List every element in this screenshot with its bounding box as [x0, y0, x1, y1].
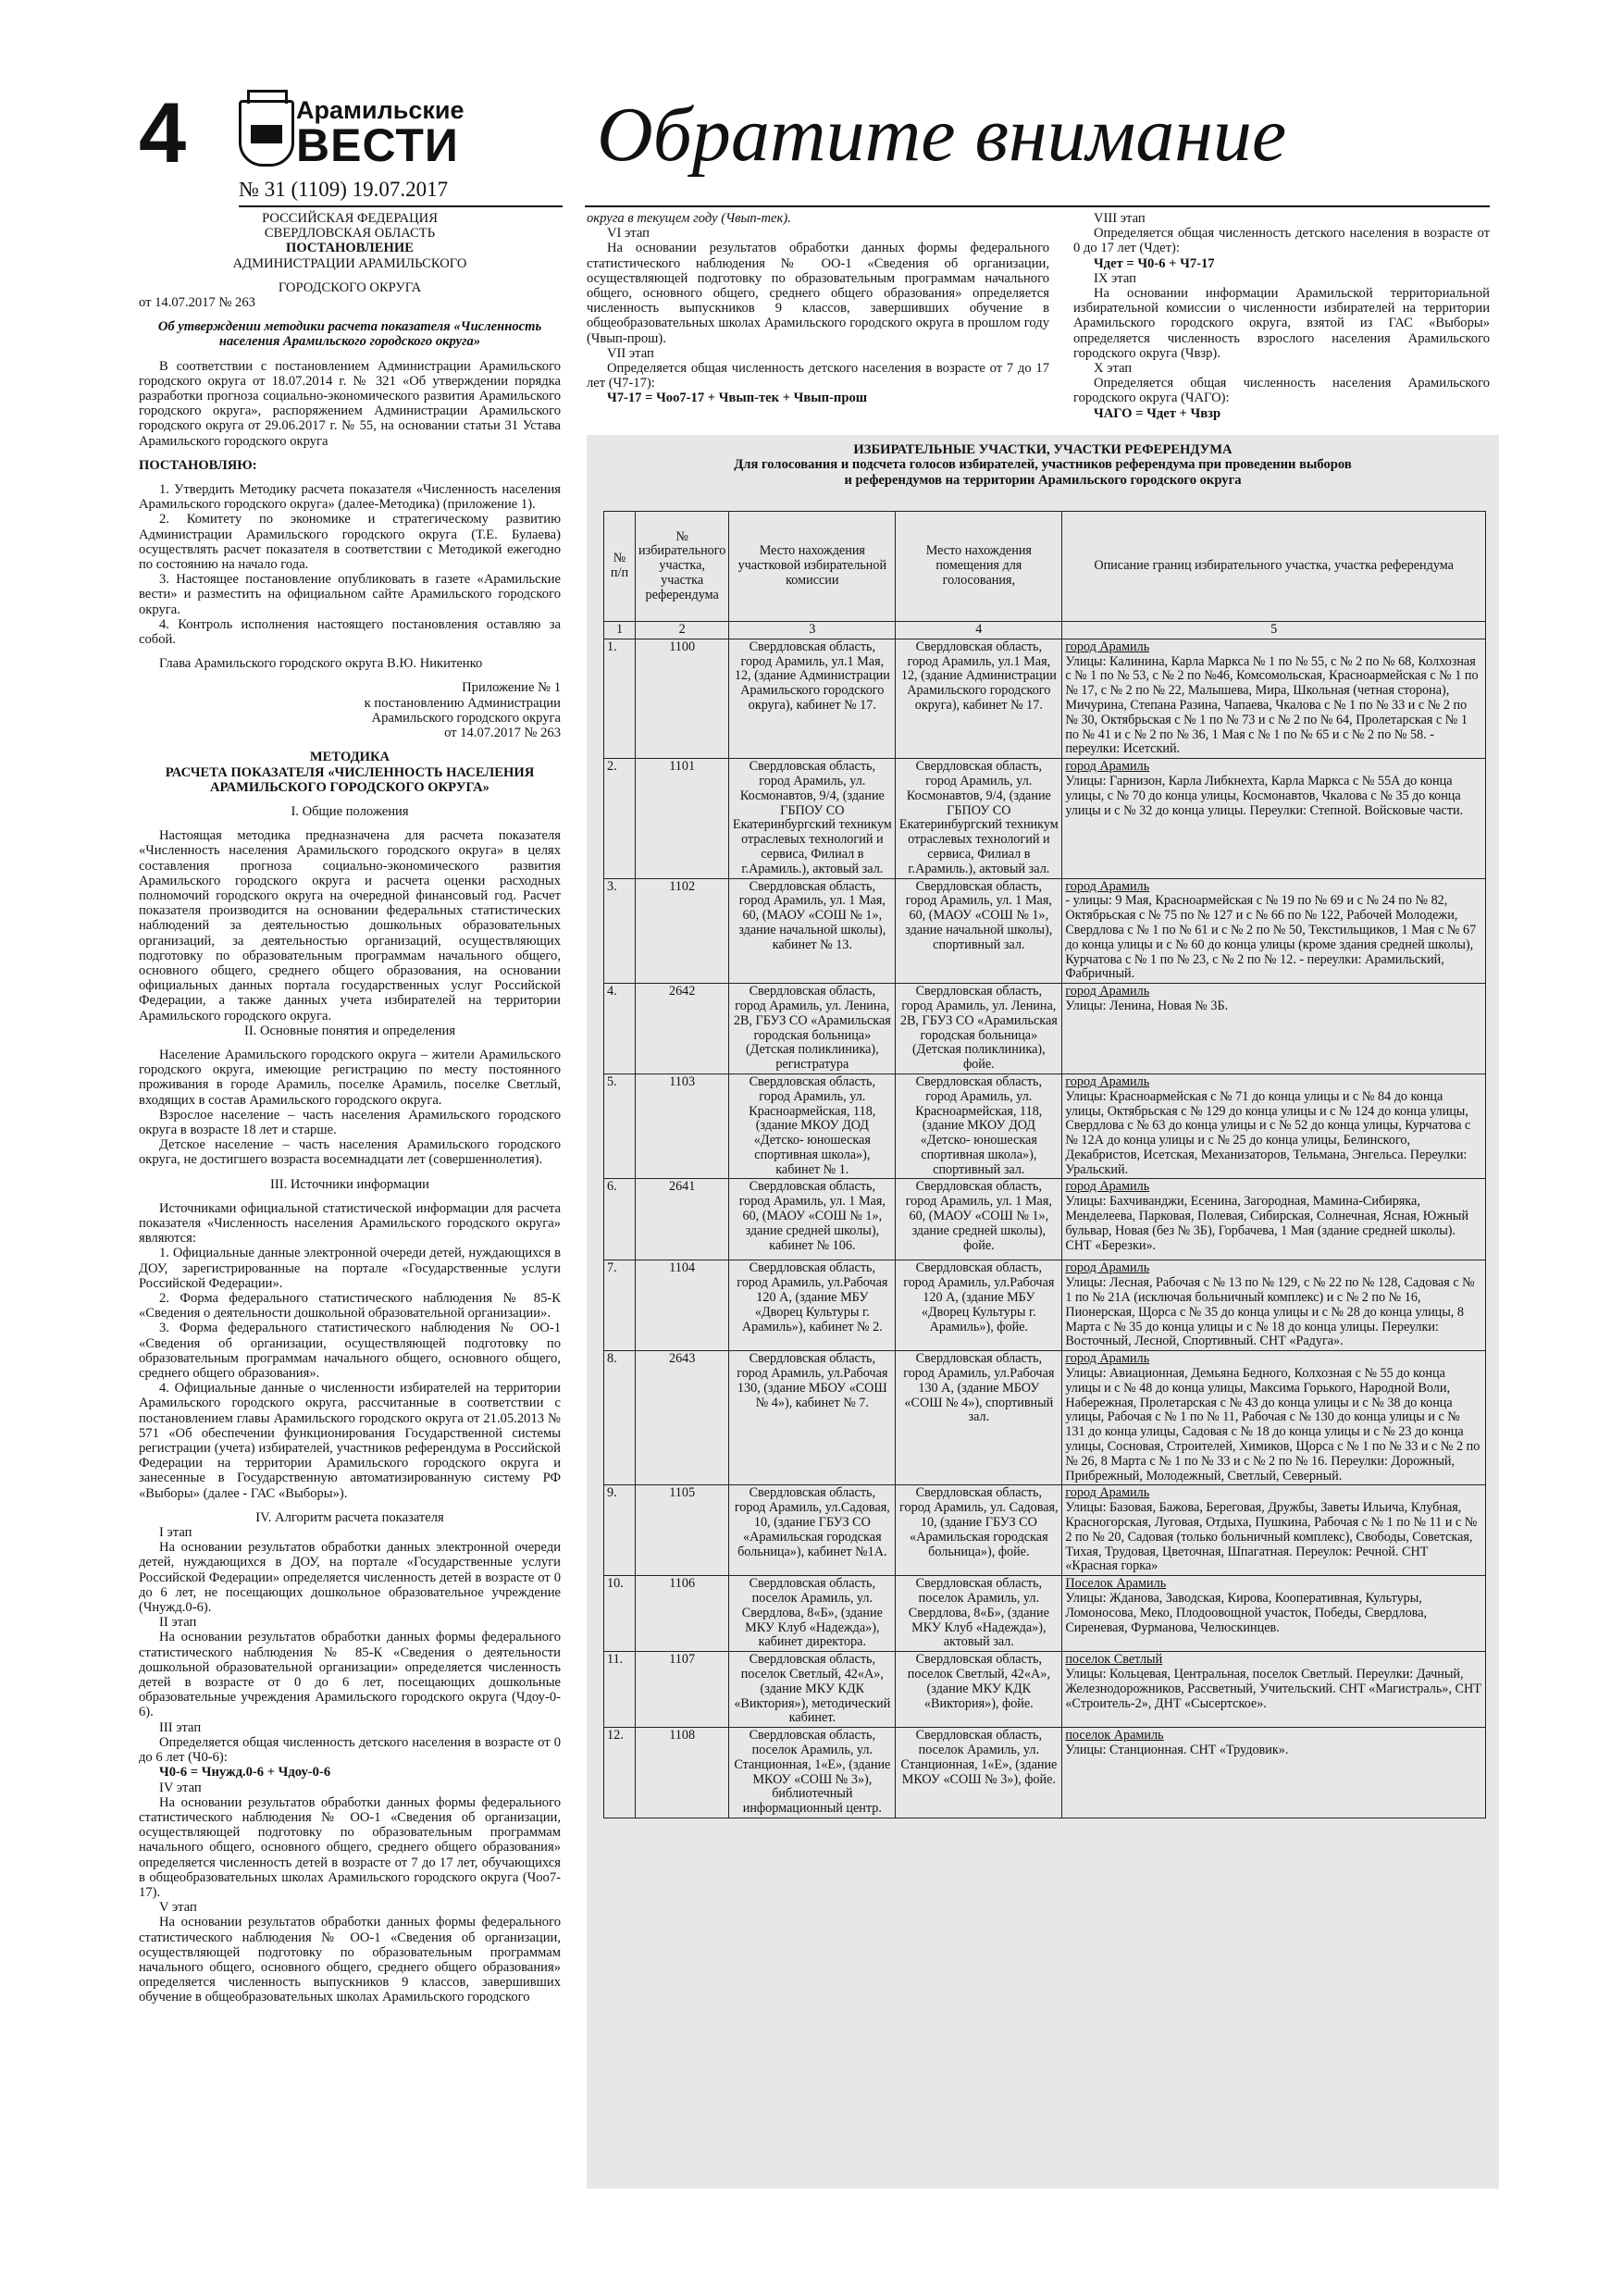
paragraph: 2. Форма федерального статистического наблюдения № 85-К «Сведения о деятельности дошкольной образовательной организации».: [139, 1291, 561, 1322]
settlement-name: город Арамиль: [1065, 1074, 1150, 1089]
stage-label: II этап: [159, 1615, 197, 1631]
row-number: 12.: [604, 1728, 636, 1818]
commission-location: Свердловская область, город Арамиль, ул.Садовая, 10, (здание ГБУЗ СО «Арамильская городская больница»), кабинет №1А.: [729, 1485, 896, 1576]
commission-location: Свердловская область, город Арамиль, ул.Рабочая 120 А, (здание МБУ «Дворец Культуры г. Арамиль»), кабинет № 2.: [729, 1260, 896, 1351]
paragraph: 4. Официальные данные о численности избирателей на территории Арамильского городского округа, рассчитанные в соответствии с постановлением главы Арамильского городского округа от 21.05.2013 № 571 «Об обеспечении функционирования Государственной системы регистрации (учета) избирателей, участников референдума в Российской Федерации на территории Арамильского городского округа и занесенные в Государственную автоматизированную систему РФ «Выборы» (далее - ГАС «Выборы»).: [139, 1381, 561, 1501]
row-number: 11.: [604, 1652, 636, 1728]
commission-location: Свердловская область, поселок Арамиль, ул. Свердлова, 8«Б», (здание МКУ Клуб «Надежда»), кабинет директора.: [729, 1576, 896, 1652]
voting-room-location: Свердловская область, город Арамиль, ул.Рабочая 120 А, (здание МБУ «Дворец Культуры г. Арамиль»), фойе.: [896, 1260, 1062, 1351]
appendix-line: от 14.07.2017 № 263: [444, 726, 561, 741]
logo-main-text: ВЕСТИ: [296, 119, 459, 171]
issue-info: № 31 (1109) 19.07.2017: [239, 178, 449, 201]
stage-label: X этап: [1094, 361, 1133, 377]
column-header: Описание границ избирательного участка, участка референдума: [1062, 512, 1486, 622]
settlement-name: поселок Светлый: [1065, 1652, 1163, 1668]
paragraph: Население Арамильского городского округа – жители Арамильского городского округа, имеющие регистрацию по месту постоянного проживания в городе Арамиль, поселке Арамиль, поселке Светлый, входящих в состав Арамильского городского округа.: [139, 1047, 561, 1108]
station-number: 1100: [636, 639, 729, 758]
paragraph: Определяется общая численность детского населения в возрасте от 7 до 17 лет (Ч7-17):: [587, 361, 1049, 391]
voting-room-location: Свердловская область, город Арамиль, ул. Садовая, 10, (здание ГБУЗ СО «Арамильская городская больница»), фойе.: [896, 1485, 1062, 1576]
station-boundaries: [1062, 1179, 1486, 1260]
decree-date: от 14.07.2017 № 263: [139, 295, 255, 311]
decree-header-line: РОССИЙСКАЯ ФЕДЕРАЦИЯ: [262, 211, 438, 226]
formula: Ч7-17 = Чоо7-17 + Чвып-тек + Чвып-прош: [607, 391, 868, 406]
paragraph: Детское население – часть населения Арамильского городского округа, не достигшего возраста восемнадцати лет (совершеннолетия).: [139, 1137, 561, 1168]
page-header: [139, 86, 1490, 201]
decree-header-line: ПОСТАНОВЛЕНИЕ: [286, 241, 414, 256]
station-boundaries: [1062, 639, 1486, 758]
station-number: 1108: [636, 1728, 729, 1818]
section-heading: I. Общие положения: [291, 803, 409, 819]
boundaries-description: Улицы: Калинина, Карла Маркса № 1 по № 55, с № 2 по № 68, Колхозная с № 1 по № 53, с № 2 по №46, Комсомольская, Красноармейская с № 1 по № 17, с № 2 по № 22, Малышева, Мира, Школьная (четная сторона), Мичурина, Степана Разина, Чапаева, Чкалова с № 1 по № 33 и с № 2 по № 30, Октябрьская с № 1 по № 73 и с № 2 по № 64, Пролетарская с № 1 по № 41 и с № 2 по № 36, 1 Мая с № 1 по № 65 и с № 2 по № 58. - переулки: Исетский.: [1065, 653, 1479, 757]
table-colnum-row: [604, 622, 1486, 639]
decree-header-line: СВЕРДЛОВСКАЯ ОБЛАСТЬ: [264, 226, 436, 242]
row-number: 9.: [604, 1485, 636, 1576]
newspaper-logo: [239, 94, 470, 176]
table-row: [604, 1728, 1486, 1818]
section-heading: IV. Алгоритм расчета показателя: [255, 1509, 444, 1525]
paragraph: 4. Контроль исполнения настоящего постановления оставляю за собой.: [139, 616, 561, 648]
voting-room-location: Свердловская область, поселок Арамиль, ул. Свердлова, 8«Б», (здание МКУ Клуб «Надежда»), актовый зал.: [896, 1576, 1062, 1652]
commission-location: Свердловская область, город Арамиль, ул. Ленина, 2В, ГБУЗ СО «Арамильская городская больница» (Детская поликлиника), регистратура: [729, 984, 896, 1074]
paragraph: Взрослое население – часть населения Арамильского городского округа в возрасте 18 лет и старше.: [139, 1107, 561, 1137]
station-boundaries: [1062, 1485, 1486, 1576]
decree-header-line: АДМИНИСТРАЦИИ АРАМИЛЬСКОГО: [232, 255, 467, 271]
column-method-end: [1073, 211, 1490, 421]
station-number: 1103: [636, 1074, 729, 1179]
paragraph: 2. Комитету по экономике и стратегическому развитию Администрации Арамильского городского округа (Т.Е. Булаева) осуществлять расчет показателя в соответствии с Методикой ежегодно по состоянию на начало года.: [139, 512, 561, 573]
paragraph: На основании результатов обработки данных формы федерального статистического наблюдения № ОО-1 «Сведения об организации, осуществляющей подготовку по образовательным программам начального общего, основного общего, среднего общего образования» определяется численность выпускников 9 классов, завершивших обучение в общеобразовательных школах Арамильского городского: [139, 1915, 561, 2005]
boundaries-description: Улицы: Лесная, Рабочая с № 13 по № 129, с № 22 по № 128, Садовая с № 1 по № 21А (исключая больничный комплекс) и с № 2 по № 16, Пионерская, Щорса с № 35 до конца улицы и с № 28 до конца улицы, 8 Марта с № 35 до конца улицы и с № 18 до конца улицы. Переулки: Восточный, Лесной, Спортивный. СНТ «Радуга».: [1065, 1275, 1475, 1349]
row-number: 6.: [604, 1179, 636, 1260]
settlement-name: город Арамиль: [1065, 1351, 1150, 1367]
column-header: № п/п: [604, 512, 636, 622]
station-boundaries: [1062, 1074, 1486, 1179]
station-number: 2641: [636, 1179, 729, 1260]
settlement-name: поселок Арамиль: [1065, 1728, 1164, 1744]
method-subtitle: РАСЧЕТА ПОКАЗАТЕЛЯ «ЧИСЛЕННОСТЬ НАСЕЛЕНИЯ АРАМИЛЬСКОГО ГОРОДСКОГО ОКРУГА»: [165, 764, 535, 795]
boundaries-description: Улицы: Гарнизон, Карла Либкнехта, Карла Маркса с № 55А до конца улицы, с № 70 до конца улицы, Космонавтов, Чкалова с № 35 до конца улицы и с № 32 до конца улицы. Переулки: Степной. Войсковые части.: [1065, 773, 1464, 818]
column-decree: [139, 211, 561, 2005]
boundaries-description: Улицы: Базовая, Бажова, Береговая, Дружбы, Заветы Ильича, Клубная, Красногорская, Луговая, Отдыха, Пушкина, Рабочая с № 1 по № 11 и с № 2 по № 20, Садовая (только больничный комплекс), Свободы, Советская, Тихая, Трудовая, Цветочная, Шпагатная. Переулок: Речной. СНТ «Красная горка»: [1065, 1500, 1478, 1574]
table-row: [604, 1652, 1486, 1728]
boundaries-description: Улицы: Станционная. СНТ «Трудовик».: [1065, 1742, 1289, 1757]
stage-label: VI этап: [607, 226, 650, 242]
commission-location: Свердловская область, город Арамиль, ул.1 Мая, 12, (здание Администрации Арамильского городского округа), кабинет № 17.: [729, 639, 896, 758]
table-title: [587, 442, 1499, 488]
station-number: 1104: [636, 1260, 729, 1351]
header-divider-left: [239, 205, 563, 207]
appendix-line: Арамильского городского округа: [371, 710, 561, 726]
table-row: [604, 1576, 1486, 1652]
table-row: [604, 759, 1486, 878]
commission-location: Свердловская область, поселок Арамиль, ул. Станционная, 1«Е», (здание МКОУ «СОШ № 3»), библиотечный информационный центр.: [729, 1728, 896, 1818]
boundaries-description: Улицы: Красноармейская с № 71 до конца улицы и с № 84 до конца улицы, Октябрьская с № 129 до конца улицы и с № 124 до конца улицы, Свердлова с № 63 до конца улицы и с № 52 до конца улицы, Курчатова с № 12А до конца улицы и с № 25 до конца улицы, Белинского, Декабристов, Исетская, Механизаторов, Тельмана, Энгельса. Переулки: Уральский.: [1065, 1088, 1471, 1177]
voting-room-location: Свердловская область, город Арамиль, ул. Ленина, 2В, ГБУЗ СО «Арамильская городская больница» (Детская поликлиника), фойе.: [896, 984, 1062, 1074]
paragraph: округа в текущем году (Чвып-тек).: [587, 211, 791, 226]
voting-room-location: Свердловская область, город Арамиль, ул.Рабочая 130 А, (здание МБОУ «СОШ № 4»), спортивный зал.: [896, 1351, 1062, 1485]
decree-header-line: ГОРОДСКОГО ОКРУГА: [278, 279, 422, 295]
table-row: [604, 878, 1486, 984]
settlement-name: Поселок Арамиль: [1065, 1576, 1167, 1592]
station-boundaries: [1062, 1351, 1486, 1485]
commission-location: Свердловская область, город Арамиль, ул. 1 Мая, 60, (МАОУ «СОШ № 1», здание начальной школы), кабинет № 13.: [729, 878, 896, 984]
settlement-name: город Арамиль: [1065, 1260, 1150, 1276]
stage-label: VIII этап: [1094, 211, 1146, 226]
paragraph: В соответствии с постановлением Администрации Арамильского городского округа от 18.07.2014 г. № 321 «Об утверждении порядка разработки прогноза социально-экономического развития Арамильского городского округа», распоряжением Администрации Арамильского городского округа от 29.06.2017 г. № 55, на основании статьи 31 Устава Арамильского городского округа: [139, 358, 561, 449]
paragraph: На основании результатов обработки данных электронной очереди детей, нуждающихся в ДОУ, на портале «Государственные услуги Российской Федерации» определяется численность детей в возрасте от 0 до 6 лет, не посещающих дошкольное образовательное учреждение (Чнужд.0-6).: [139, 1540, 561, 1616]
station-number: 1107: [636, 1652, 729, 1728]
table-row: [604, 1074, 1486, 1179]
station-number: 1105: [636, 1485, 729, 1576]
paragraph: На основании результатов обработки данных формы федерального статистического наблюдения № ОО-1 «Сведения об организации, осуществляющей подготовку по образовательным программам начального общего, основного общего, среднего общего образования» определяется численность выпускников 9 классов, завершивших обучение в общеобразовательных школах Арамильского городского округа в прошлом году (Чвып-прош).: [587, 241, 1049, 346]
column-header: Место нахождения помещения для голосования,: [896, 512, 1062, 622]
paragraph: Настоящая методика предназначена для расчета показателя «Численность населения Арамильского городского округа» в целях составления прогноза социально-экономического развития Арамильского городского округа и расчета оценки расходных полномочий городского округа на очередной финансовый год. Расчет показателя производится на основании федеральных статистических наблюдений за деятельностью дошкольных образовательных организаций, за деятельностью организаций, осуществляющих подготовку по образовательным программам начального общего, основного общего, среднего общего образования, на основании официальных данных портала государственных услуг Российской Федерации, а также данных учета избирателей на территории Арамильского городского округа.: [139, 828, 561, 1024]
table-title-line: и референдумов на территории Арамильского городского округа: [844, 472, 1242, 488]
voting-room-location: Свердловская область, город Арамиль, ул. 1 Мая, 60, (МАОУ «СОШ № 1», здание начальной школы), спортивный зал.: [896, 878, 1062, 984]
stage-label: IX этап: [1094, 270, 1136, 286]
boundaries-description: Улицы: Бахчиванджи, Есенина, Загородная, Мамина-Сибиряка, Менделеева, Парковая, Полевая, Сибирская, Солнечная, Ясная, Южный бульвар, Новая (без № 3Б), Горбачева, 1 Мая (здание средней школы). СНТ «Березки».: [1065, 1194, 1469, 1253]
station-number: 2642: [636, 984, 729, 1074]
commission-location: Свердловская область, город Арамиль, ул. Красноармейская, 118, (здание МКОУ ДОД «Детско- юношеская спортивная школа»), кабинет № 1.: [729, 1074, 896, 1179]
paragraph: 1. Утвердить Методику расчета показателя «Численность населения Арамильского городского округа» (далее-Методика) (приложение 1).: [139, 482, 561, 513]
stage-label: III этап: [159, 1719, 202, 1735]
column-number: 3: [729, 622, 896, 639]
paragraph: Определяется общая численность детского населения в возрасте от 0 до 17 лет (Чдет):: [1073, 226, 1490, 256]
station-boundaries: [1062, 759, 1486, 878]
row-number: 8.: [604, 1351, 636, 1485]
table-title-line: ИЗБИРАТЕЛЬНЫЕ УЧАСТКИ, УЧАСТКИ РЕФЕРЕНДУМА: [853, 442, 1233, 457]
commission-location: Свердловская область, поселок Светлый, 42«А», (здание МКУ КДК «Виктория»), методический кабинет.: [729, 1652, 896, 1728]
header-divider: [585, 205, 1490, 207]
station-boundaries: [1062, 1652, 1486, 1728]
settlement-name: город Арамиль: [1065, 1485, 1150, 1501]
paragraph: 3. Форма федерального статистического наблюдения № ОО-1 «Сведения об организации, осуществляющей подготовку по образовательным программам начального общего, основного общего, среднего общего образования».: [139, 1321, 561, 1382]
paragraph: На основании информации Арамильской территориальной избирательной комиссии о численности избирателей на территории Арамильского городского округа, взятой из ГАС «Выборы» определяется численность взрослого населения Арамильского городского округа (Чвзр).: [1073, 286, 1490, 361]
settlement-name: город Арамиль: [1065, 878, 1150, 894]
station-number: 1101: [636, 759, 729, 878]
row-number: 2.: [604, 759, 636, 878]
voting-room-location: Свердловская область, город Арамиль, ул.1 Мая, 12, (здание Администрации Арамильского городского округа), кабинет № 17.: [896, 639, 1062, 758]
row-number: 7.: [604, 1260, 636, 1351]
method-title: МЕТОДИКА: [309, 750, 390, 765]
table-title-line: Для голосования и подсчета голосов избирателей, участников референдума при проведении выборов: [734, 457, 1352, 473]
table-row: [604, 1260, 1486, 1351]
table-row: [604, 639, 1486, 758]
paragraph: На основании результатов обработки данных формы федерального статистического наблюдения № ОО-1 «Сведения об организации, осуществляющей подготовку по образовательным программам начального общего, основного общего, среднего общего образования» определяется численность детей в возрасте от 7 до 17 лет, обучающихся в общеобразовательных школах Арамильского городского округа (Чоо7-17).: [139, 1794, 561, 1900]
boundaries-description: Улицы: Жданова, Заводская, Кирова, Кооперативная, Культуры, Ломоносова, Меко, Плодоовощной участок, Победы, Свердлова, Сиреневая, Фурманова, Челюскинцев.: [1065, 1591, 1428, 1635]
settlement-name: город Арамиль: [1065, 639, 1150, 654]
station-number: 1106: [636, 1576, 729, 1652]
voting-room-location: Свердловская область, поселок Арамиль, ул. Станционная, 1«Е», (здание МКОУ «СОШ № 3»), фойе.: [896, 1728, 1062, 1818]
signature: Глава Арамильского городского округа В.Ю. Никитенко: [159, 656, 483, 672]
appendix-line: Приложение № 1: [462, 680, 561, 696]
settlement-name: город Арамиль: [1065, 984, 1150, 999]
table-row: [604, 1179, 1486, 1260]
station-number: 1102: [636, 878, 729, 984]
table-row: [604, 1351, 1486, 1485]
section-heading: III. Источники информации: [270, 1176, 429, 1192]
station-number: 2643: [636, 1351, 729, 1485]
column-number: 4: [896, 622, 1062, 639]
stage-label: I этап: [159, 1525, 192, 1541]
column-header: Место нахождения участковой избирательной комиссии: [729, 512, 896, 622]
voting-room-location: Свердловская область, город Арамиль, ул. Красноармейская, 118, (здание МКОУ ДОД «Детско- юношеская спортивная школа»), спортивный зал.: [896, 1074, 1062, 1179]
table-row: [604, 984, 1486, 1074]
table-row: [604, 1485, 1486, 1576]
stage-label: VII этап: [607, 345, 654, 361]
paragraph: Источниками официальной статистической информации для расчета показателя «Численность населения Арамильского городского округа» являются:: [139, 1200, 561, 1247]
row-number: 3.: [604, 878, 636, 984]
row-number: 1.: [604, 639, 636, 758]
settlement-name: город Арамиль: [1065, 759, 1150, 775]
paragraph: 1. Официальные данные электронной очереди детей, нуждающихся в ДОУ, зарегистрированные на портале «Государственные услуги Российской Федерации».: [139, 1246, 561, 1291]
formula: Ч0-6 = Чнужд.0-6 + Чдоу-0-6: [159, 1765, 331, 1781]
polling-stations-table: [603, 511, 1486, 1818]
settlement-name: город Арамиль: [1065, 1179, 1150, 1195]
commission-location: Свердловская область, город Арамиль, ул. 1 Мая, 60, (МАОУ «СОШ № 1», здание средней школы), кабинет № 106.: [729, 1179, 896, 1260]
decree-keyword: ПОСТАНОВЛЯЮ:: [139, 457, 257, 473]
station-boundaries: [1062, 1576, 1486, 1652]
row-number: 4.: [604, 984, 636, 1074]
section-heading: II. Основные понятия и определения: [243, 1023, 456, 1038]
logo-top-text: Арамильские: [296, 96, 465, 124]
row-number: 5.: [604, 1074, 636, 1179]
paragraph: Определяется общая численность населения Арамильского городского округа (ЧАГО):: [1073, 376, 1490, 406]
stage-label: IV этап: [159, 1780, 202, 1795]
boundaries-description: Улицы: Кольцевая, Центральная, поселок Светлый. Переулки: Дачный, Железнодорожников, Рассветный, Учительский. СНТ «Магистраль», СНТ «Строитель-2», ДНТ «Сысертское».: [1065, 1667, 1481, 1711]
paragraph: На основании результатов обработки данных формы федерального статистического наблюдения № 85-К «Сведения о деятельности дошкольной образовательной организации» определяется численность детей в возрасте от 0 до 6 лет, посещающих дошкольные образовательные учреждения Арамильского городского округа (Чдоу-0-6).: [139, 1630, 561, 1720]
column-method-continued: [587, 211, 1049, 406]
commission-location: Свердловская область, город Арамиль, ул.Рабочая 130, (здание МБОУ «СОШ № 4»), кабинет № 7.: [729, 1351, 896, 1485]
stage-label: V этап: [159, 1900, 197, 1916]
formula: ЧАГО = Чдет + Чвзр: [1094, 405, 1221, 421]
section-rubric: Обратите внимание: [597, 92, 1287, 178]
voting-room-location: Свердловская область, город Арамиль, ул. Космонавтов, 9/4, (здание ГБПОУ СО Екатеринбургский техникум отраслевых технологий и сервиса, Филиал в г.Арамиль.), актовый зал.: [896, 759, 1062, 878]
column-header: № избирательного участка, участка референдума: [636, 512, 729, 622]
station-boundaries: [1062, 1260, 1486, 1351]
page-number: 4: [139, 86, 187, 180]
paragraph: Определяется общая численность детского населения в возрасте от 0 до 6 лет (Ч0-6):: [139, 1734, 561, 1766]
decree-title: Об утверждении методики расчета показателя «Численность населения Арамильского городского округа»: [157, 319, 542, 350]
column-number: 5: [1062, 622, 1486, 639]
row-number: 10.: [604, 1576, 636, 1652]
boundaries-description: Улицы: Ленина, Новая № 3Б.: [1065, 998, 1229, 1013]
column-number: 1: [604, 622, 636, 639]
formula: Чдет = Ч0-6 + Ч7-17: [1094, 255, 1215, 271]
boundaries-description: Улицы: Авиационная, Демьяна Бедного, Колхозная с № 55 до конца улицы и с № 48 до конца улицы, Максима Горького, Народной Воли, Набережная, Пролетарская с № 43 до конца улицы и с № 38 до конца улицы, Рабочая с № 1 по № 11, Рабочая с № 130 до конца улицы и с № 131 до конца улицы, Садовая с № 18 до конца улицы и с № 23 до конца улицы, Сосновая, Строителей, Химиков, Щорса с № 1 по № 33 и с № 2 по № 26, 8 Марта с № 1 по № 33 и с № 2 по № 16. Переулки: Дорожный, Прибрежный, Молодежный, Светлый, Северный.: [1065, 1366, 1481, 1483]
column-number: 2: [636, 622, 729, 639]
station-boundaries: [1062, 1728, 1486, 1818]
station-boundaries: [1062, 984, 1486, 1074]
paragraph: 3. Настоящее постановление опубликовать в газете «Арамильские вести» и разместить на официальном сайте Арамильского городского округа.: [139, 572, 561, 617]
table-header-row: [604, 512, 1486, 622]
boundaries-description: - улицы: 9 Мая, Красноармейская с № 19 по № 69 и с № 24 по № 82, Октябрьская с № 75 по № 127 и с № 66 по № 122, Рабочей Молодежи, Свердлова с № 1 по № 61 и с № 2 по № 50, Текстильщиков, 1 Мая с № 67 до конца улицы и с № 60 до конца улицы (кроме здания средней школы), Курчатова с № 1 по № 23, с № 2 по № 12. - переулки: Арамильский, Фабричный.: [1065, 893, 1477, 982]
station-boundaries: [1062, 878, 1486, 984]
coat-of-arms-icon: [239, 100, 294, 167]
commission-location: Свердловская область, город Арамиль, ул. Космонавтов, 9/4, (здание ГБПОУ СО Екатеринбургский техникум отраслевых технологий и сервиса, Филиал в г.Арамиль.), актовый зал.: [729, 759, 896, 878]
voting-room-location: Свердловская область, поселок Светлый, 42«А», (здание МКУ КДК «Виктория»), фойе.: [896, 1652, 1062, 1728]
appendix-line: к постановлению Администрации: [364, 695, 561, 711]
voting-room-location: Свердловская область, город Арамиль, ул. 1 Мая, 60, (МАОУ «СОШ № 1», здание средней школы), фойе.: [896, 1179, 1062, 1260]
